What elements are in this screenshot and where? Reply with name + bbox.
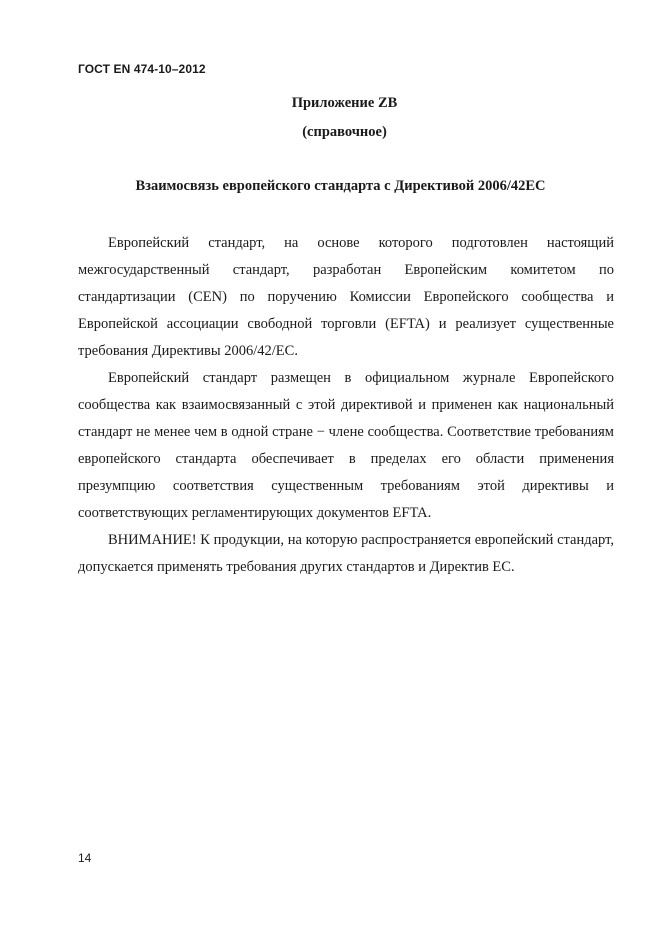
document-code: ГОСТ EN 474-10–2012 bbox=[78, 62, 206, 76]
section-title: Взаимосвязь европейского стандарта с Директивой 2006/42ЕС bbox=[135, 178, 546, 194]
paragraph: Европейский стандарт размещен в официальном журнале Европейского сообщества как взаимосвязанный с этой директивой и применен как национальный стандарт не менее чем в одной стране − члене сообщества. Соответствие требованиям европейского стандарта обеспечивает в пределах его области применения презумпцию соответствия существенным требованиям этой директивы и соответствующих регламентирующих документов EFTA. bbox=[78, 370, 614, 521]
body-text bbox=[78, 230, 614, 581]
annex-title: Приложение ZB bbox=[291, 95, 398, 111]
annex-kind: (справочное) bbox=[302, 124, 387, 140]
paragraph: Европейский стандарт, на основе которого подготовлен настоящий межгосударственный стандарт, разработан Европейским комитетом по стандартизации (CEN) по поручению Комиссии Европейского сообщества и Европейской ассоциации свободной торговли (EFTA) и реализует существенные требования Директивы 2006/42/ЕС. bbox=[78, 235, 614, 359]
page-number: 14 bbox=[78, 851, 92, 865]
paragraph: ВНИМАНИЕ! К продукции, на которую распространяется европейский стандарт, допускается применять требования других стандартов и Директив ЕС. bbox=[78, 532, 614, 575]
